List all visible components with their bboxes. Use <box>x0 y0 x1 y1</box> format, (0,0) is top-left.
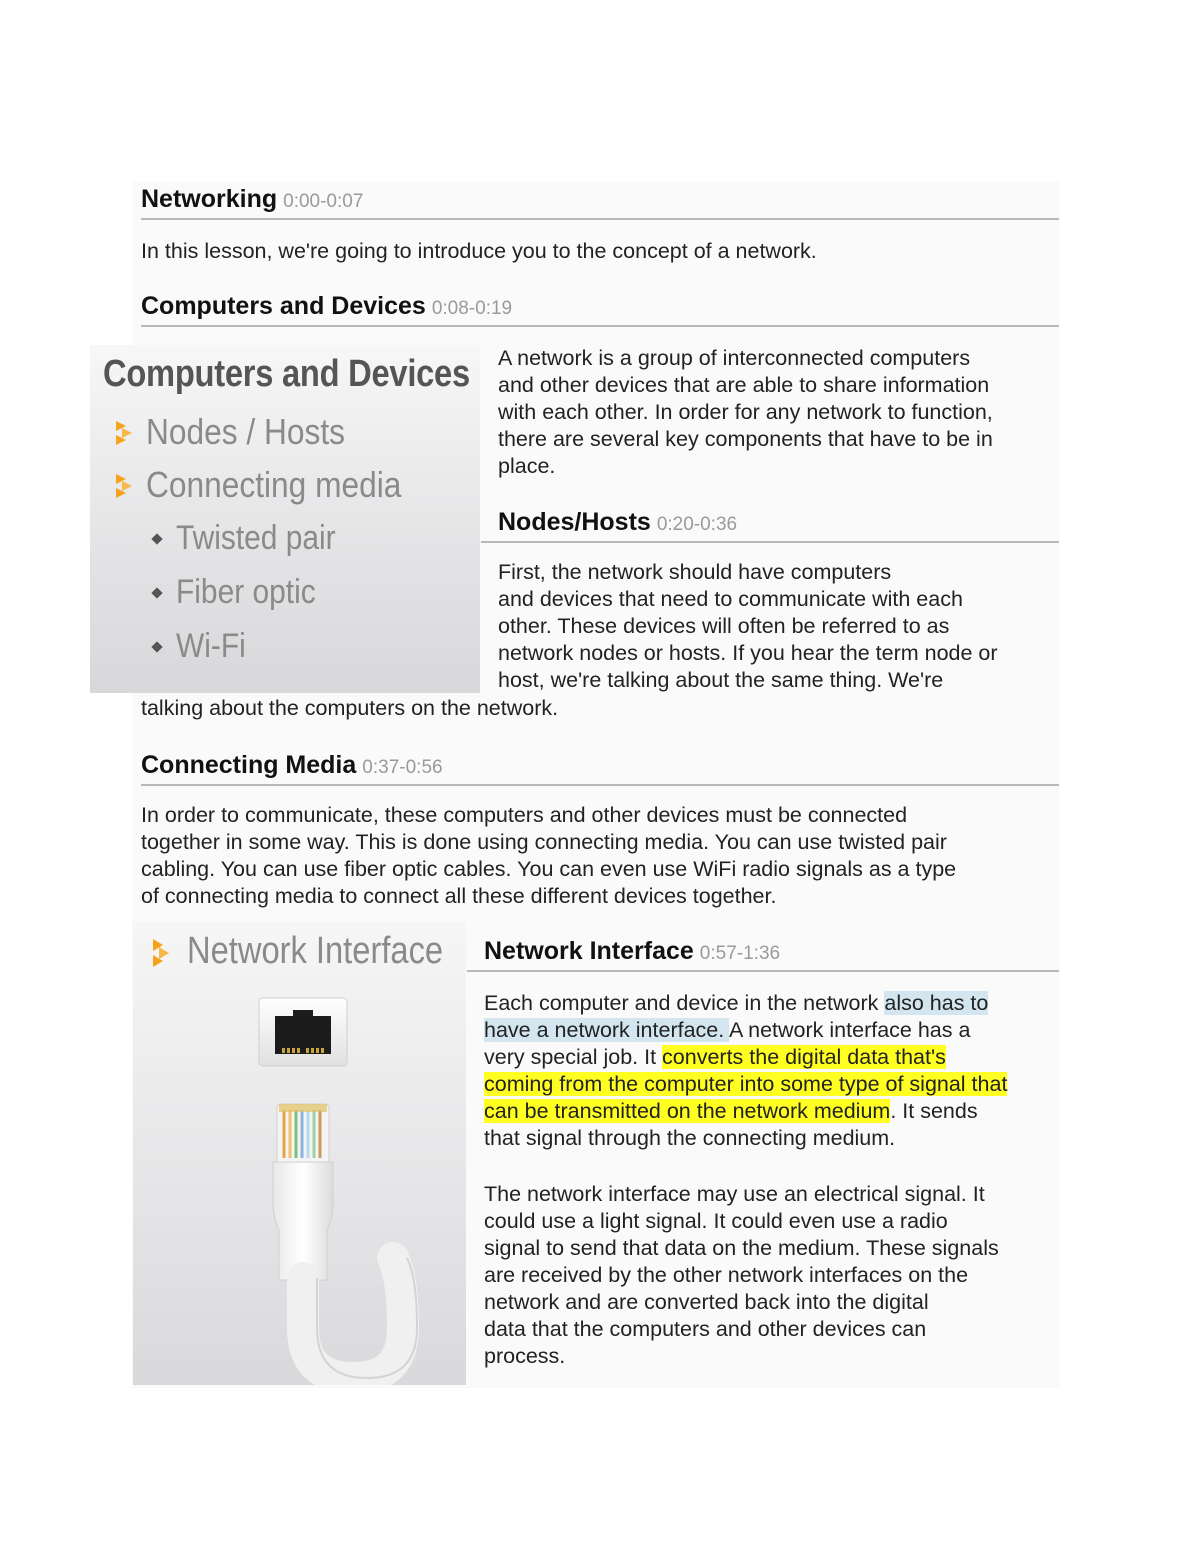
diamond-bullet-icon <box>151 641 162 652</box>
text-line: First, the network should have computers <box>498 560 892 584</box>
heading-interface-time: 0:57-1:36 <box>699 943 781 964</box>
text-line: network and are converted back into the digital <box>484 1290 929 1314</box>
text-line: network nodes or hosts. If you hear the term node or <box>498 641 998 665</box>
slide1-bullet-media: Connecting media <box>146 464 402 505</box>
text-line: and devices that need to communicate with each <box>498 587 963 611</box>
diamond-bullet-icon <box>151 533 162 544</box>
heading-networking-time: 0:00-0:07 <box>283 191 364 212</box>
text-line: A network is a group of interconnected computers <box>498 346 971 370</box>
text-line <box>484 1071 1007 1098</box>
ethernet-port-and-cable-illustration <box>133 922 466 1385</box>
text-span: . It sends <box>890 1099 978 1123</box>
text-span: Each computer and device in the network <box>484 991 885 1015</box>
text-span: very special job. It <box>484 1045 663 1069</box>
text-line: place. <box>498 454 556 478</box>
text-line: and other devices that are able to share information <box>498 373 990 397</box>
text-line: that signal through the connecting medium. <box>484 1126 896 1150</box>
text-line: host, we're talking about the same thing. We're <box>498 668 944 692</box>
heading-networking-title: Networking <box>141 185 278 213</box>
chevron-bullet-icon <box>114 420 134 446</box>
text-line: data that the computers and other devices can <box>484 1317 927 1341</box>
highlight-yellow: converts the digital data that's <box>662 1045 946 1069</box>
heading-interface <box>467 934 1059 972</box>
heading-computers <box>141 289 1059 327</box>
text-line: process. <box>484 1344 566 1368</box>
highlight-blue: have a network interface. <box>484 1018 730 1042</box>
text-line: cabling. You can use fiber optic cables. You can even use WiFi radio signals as a type <box>141 857 957 881</box>
text-line: with each other. In order for any network to function, <box>498 400 993 424</box>
computers-body <box>498 345 993 480</box>
highlight-blue: also has to <box>884 991 989 1015</box>
slide1-sub-twisted: Twisted pair <box>176 519 336 557</box>
slide2-title: Network Interface <box>187 930 444 972</box>
text-span: A network interface has a <box>729 1018 971 1042</box>
text-line <box>484 1017 1007 1044</box>
highlight-yellow: coming from the computer into some type of signal that <box>484 1072 1008 1096</box>
networking-body: In this lesson, we're going to introduce you to the concept of a network. <box>141 239 817 263</box>
slide-computers-and-devices <box>90 345 480 693</box>
highlight-yellow: can be transmitted on the network medium <box>484 1099 891 1123</box>
text-line <box>484 1044 1007 1071</box>
heading-media-time: 0:37-0:56 <box>362 757 443 778</box>
heading-networking <box>141 182 1059 220</box>
chevron-bullet-icon <box>114 473 134 499</box>
text-line: are received by the other network interfaces on the <box>484 1263 969 1287</box>
heading-nodes <box>481 505 1059 543</box>
slide1-sub-wifi: Wi-Fi <box>176 627 246 665</box>
heading-media-title: Connecting Media <box>141 751 357 779</box>
text-line: other. These devices will often be referred to as <box>498 614 950 638</box>
text-line: signal to send that data on the medium. These signals <box>484 1236 999 1260</box>
heading-computers-time: 0:08-0:19 <box>431 298 513 319</box>
slide1-bullet-nodes: Nodes / Hosts <box>146 411 345 452</box>
slide1-title: Computers and Devices <box>103 353 470 395</box>
text-line <box>484 990 1007 1017</box>
text-line: there are several key components that have to be in <box>498 427 993 451</box>
diamond-bullet-icon <box>151 587 162 598</box>
slide1-sub-fiber: Fiber optic <box>176 573 316 611</box>
interface-body-p1 <box>484 990 1007 1152</box>
interface-body-p2 <box>484 1181 999 1370</box>
text-line: of connecting media to connect all these different devices together. <box>141 884 777 908</box>
nodes-body <box>498 559 998 694</box>
media-body <box>141 802 956 910</box>
slide-network-interface <box>133 922 466 1385</box>
heading-nodes-title: Nodes/Hosts <box>498 508 651 536</box>
text-line <box>484 1098 1007 1125</box>
text-line: The network interface may use an electrical signal. It <box>484 1182 985 1206</box>
nodes-body-tail: talking about the computers on the network. <box>141 696 559 720</box>
text-line: could use a light signal. It could even use a radio <box>484 1209 948 1233</box>
text-line: together in some way. This is done using connecting media. You can use twisted pair <box>141 830 947 854</box>
text-line: In order to communicate, these computers and other devices must be connected <box>141 803 908 827</box>
heading-interface-title: Network Interface <box>484 937 694 965</box>
heading-media <box>141 748 1059 786</box>
heading-computers-title: Computers and Devices <box>141 292 426 320</box>
heading-nodes-time: 0:20-0:36 <box>656 514 738 535</box>
